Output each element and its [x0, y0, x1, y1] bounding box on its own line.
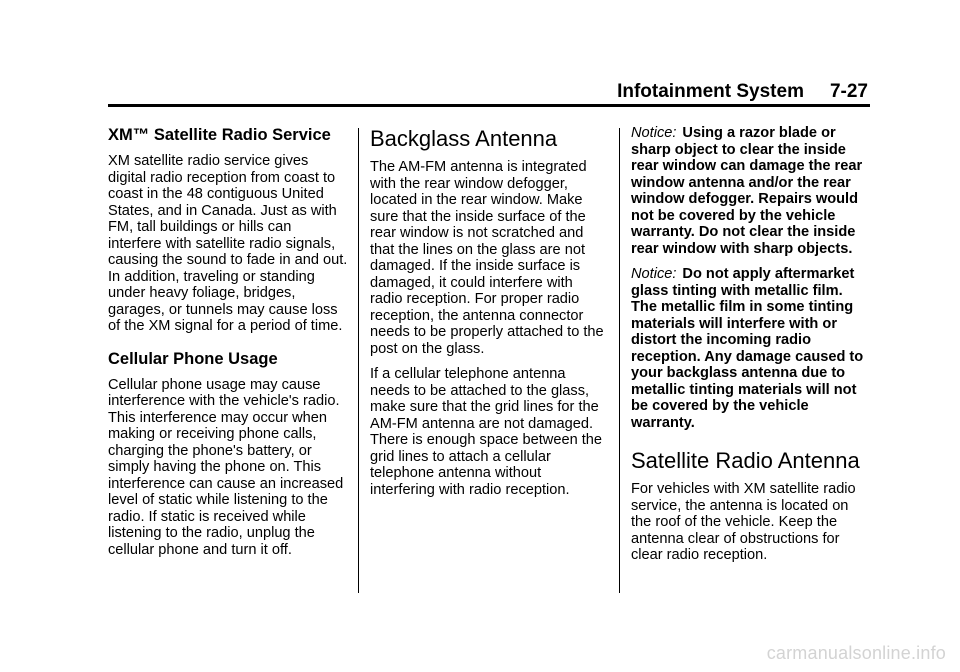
notice-tinting	[631, 266, 869, 431]
column-left	[108, 125, 348, 567]
column-right	[631, 125, 869, 573]
notice-label: Notice:	[631, 266, 677, 282]
notice-tinting-text: Do not apply aftermarket glass tinting with metallic film. The metallic film in some tinting materials will interfere with or distort the incoming radio reception. Any damage caused to your backglass antenna due to metallic tinting materials will not be covered by the vehicle warranty.	[631, 266, 864, 431]
satellite-antenna-heading: Satellite Radio Antenna	[631, 448, 860, 473]
xm-service-heading: XM™ Satellite Radio Service	[108, 126, 331, 144]
backglass-para-2: If a cellular telephone antenna needs to be attached to the glass, make sure that the grid lines for the AM-FM antenna are not damaged. There is enough space between the grid lines to attach a cellular telephone antenna without interfering with radio reception.	[370, 366, 603, 498]
notice-label: Notice:	[631, 125, 677, 141]
column-divider-2	[619, 128, 620, 593]
cellular-usage-body: Cellular phone usage may cause interference with the vehicle's radio. This interference may occur when making or receiving phone calls, charging the phone's battery, or simply having the phone on. This interference can cause an increased level of static while listening to the radio. If static is received while listening to the radio, unplug the cellular phone and turn it off.	[108, 376, 344, 558]
cellular-usage-heading: Cellular Phone Usage	[108, 349, 278, 368]
page-header	[108, 80, 868, 104]
page-number: 7-27	[829, 81, 868, 102]
satellite-antenna-body: For vehicles with XM satellite radio service, the antenna is located on the roof of the vehicle. Keep the antenna clear of obstructions for clear radio reception.	[631, 481, 856, 563]
backglass-para-1: The AM-FM antenna is integrated with the rear window defogger, located in the rear window. Make sure that the inside surface of the rear window is not scratched and that the lines on the glass are not damaged. If the inside surface is damaged, it could interfere with radio reception. For proper radio reception, the antenna connector needs to be properly attached to the post on the glass.	[370, 159, 604, 357]
header-rule	[108, 104, 870, 107]
header-text	[617, 80, 868, 104]
notice-razor-text: Using a razor blade or sharp object to clear the inside rear window can damage the rear window antenna and/or the rear window defogger. Repairs would not be covered by the vehicle warranty. Do not clear the inside rear window with sharp objects.	[631, 125, 863, 257]
column-divider-1	[358, 128, 359, 593]
notice-razor	[631, 125, 869, 257]
section-title: Infotainment System	[617, 81, 804, 102]
xm-service-body: XM satellite radio service gives digital radio reception from coast to coast in the 48 contiguous United States, and in Canada. Just as with FM, tall buildings or hills can interfere with satellite radio signals, causing the sound to fade in and out. In addition, traveling or standing under heavy foliage, bridges, garages, or tunnels may cause loss of the XM signal for a period of time.	[108, 153, 348, 334]
watermark: carmanualsonline.info	[766, 643, 946, 663]
backglass-antenna-heading: Backglass Antenna	[370, 126, 558, 151]
column-middle	[370, 126, 608, 507]
